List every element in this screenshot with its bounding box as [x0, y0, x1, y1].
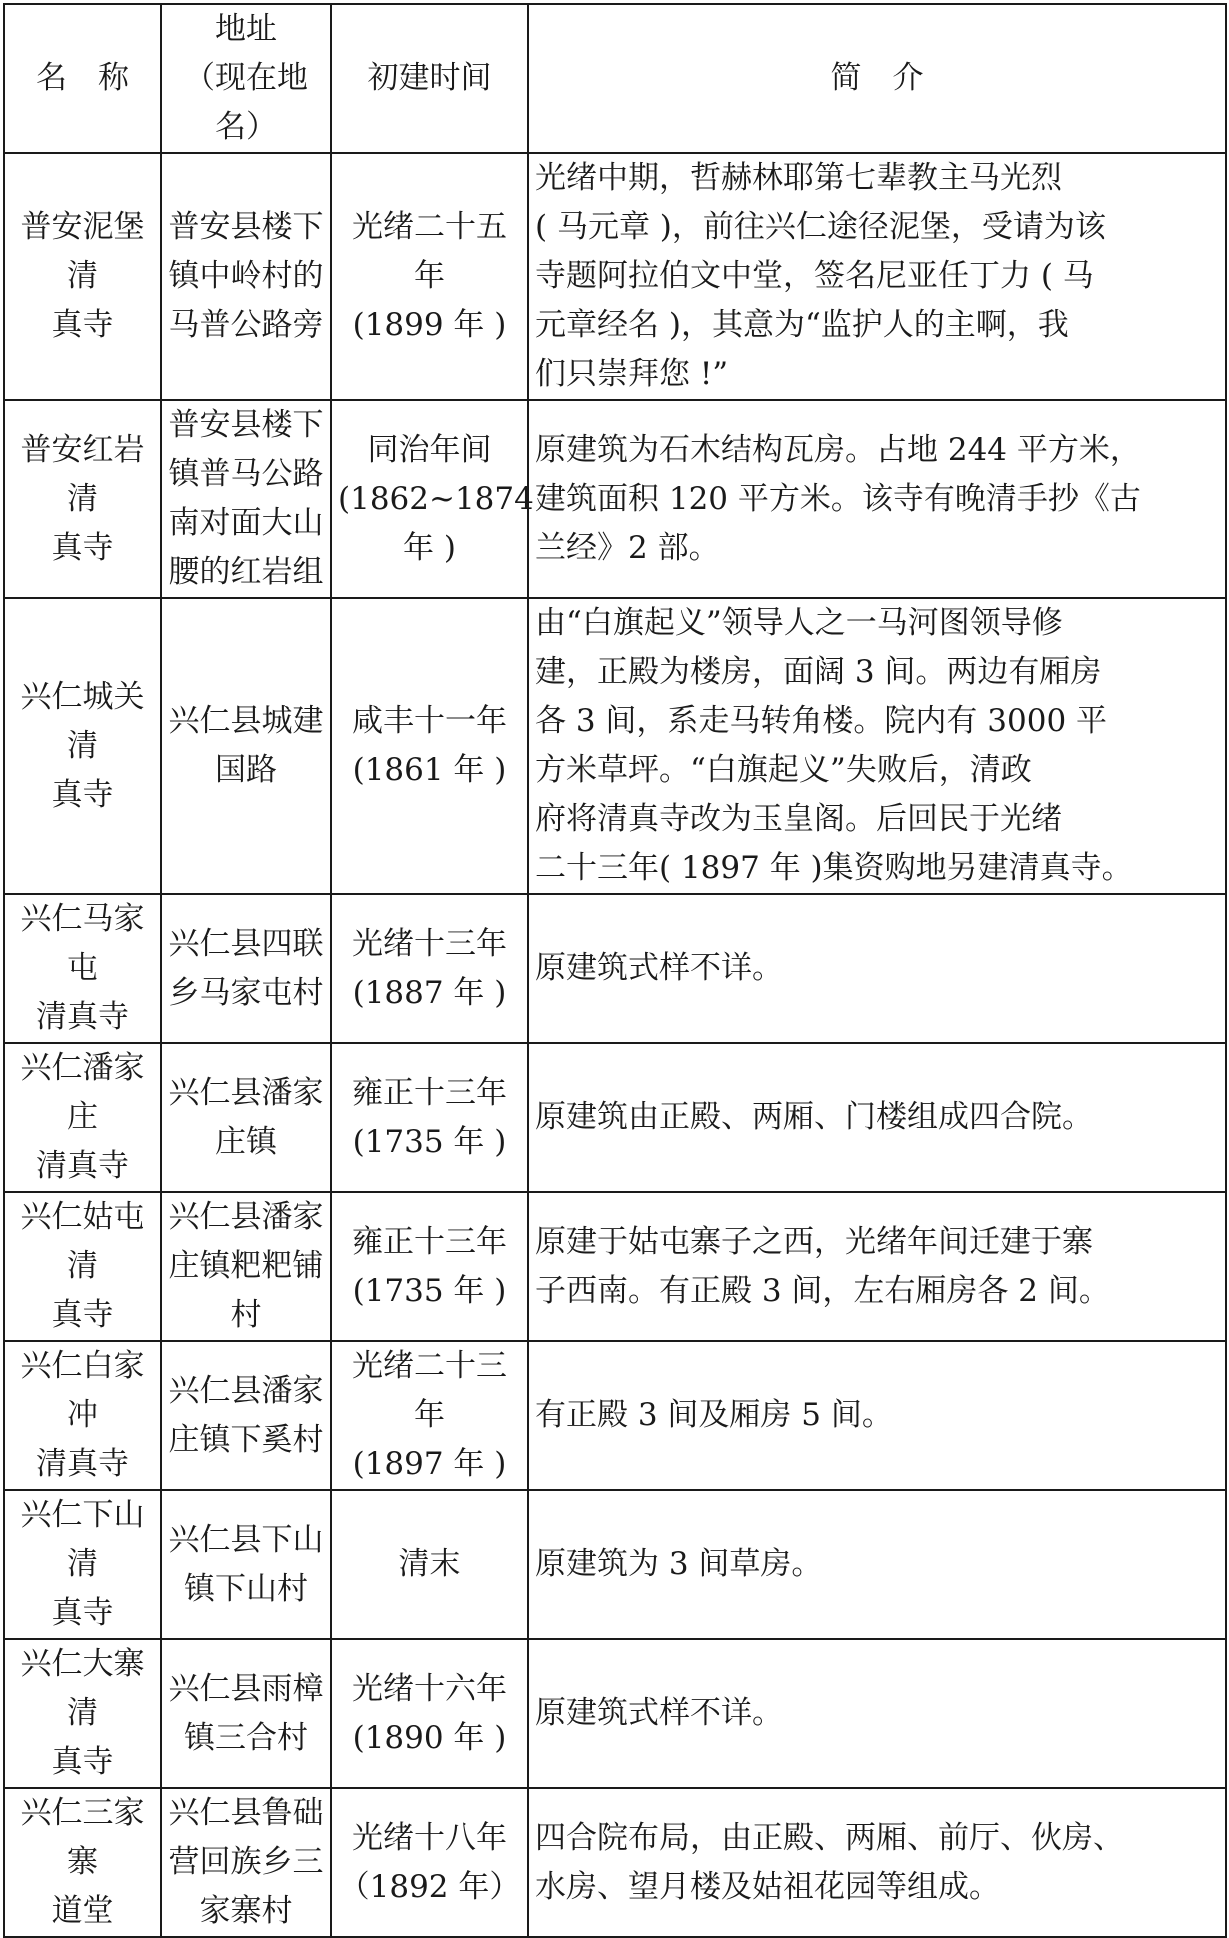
header-address [161, 4, 331, 153]
cell-address-line: 镇下山村 [184, 1570, 308, 1607]
cell-name [4, 894, 161, 1043]
mosque-table [3, 3, 1227, 1938]
cell-intro-line: 由“白旗起义”领导人之一马河图领导修 [535, 605, 1063, 641]
cell-built [331, 1043, 528, 1192]
cell-name [4, 1490, 161, 1639]
cell-address [161, 1043, 331, 1192]
cell-address-line: 镇普马公路 [168, 456, 324, 492]
cell-intro-line: 二十三年( 1897 年 )集资购地另建清真寺。 [535, 850, 1133, 886]
cell-built-line: 光绪十三年 [352, 925, 507, 962]
cell-built-line: 同治年间 [367, 431, 492, 468]
cell-built [331, 1639, 528, 1788]
cell-built-line: (1861 年 ) [352, 752, 507, 788]
cell-built-line: 光绪十八年 [352, 1819, 507, 1856]
cell-address-line: 村 [230, 1297, 262, 1333]
cell-intro-line: 水房、望月楼及姑祖花园等组成。 [535, 1868, 1000, 1905]
cell-name-line: 兴仁城关清 [20, 678, 145, 764]
cell-intro [528, 1788, 1226, 1937]
cell-built-line: (1862~1874 年 ) [338, 480, 534, 566]
cell-address-line: 兴仁县潘家 [168, 1199, 324, 1235]
table-row [4, 153, 1226, 400]
table-row [4, 1341, 1226, 1490]
cell-address-line: 庄镇 [215, 1123, 277, 1160]
cell-name [4, 153, 161, 400]
cell-name [4, 598, 161, 894]
cell-name-line: 兴仁潘家庄 [20, 1050, 145, 1135]
cell-built-line: 光绪二十三年 [352, 1348, 507, 1433]
cell-address [161, 1639, 331, 1788]
cell-name-line: 兴仁大寨清 [20, 1646, 145, 1731]
cell-address-line: 兴仁县鲁础 [168, 1795, 324, 1831]
cell-intro-line: 光绪中期，哲赫林耶第七辈教主马光烈 [535, 160, 1062, 196]
cell-intro-line: 原建筑为石木结构瓦房。占地 244 平方米， [535, 431, 1141, 468]
cell-built [331, 1341, 528, 1490]
cell-name-line: 兴仁马家屯 [20, 901, 145, 986]
cell-address-line: 南对面大山 [168, 505, 324, 541]
cell-built-line: (1735 年 ) [352, 1123, 507, 1160]
table-row [4, 1639, 1226, 1788]
cell-intro-line: 建，正殿为楼房，面阔 3 间。两边有厢房 [535, 654, 1102, 690]
cell-intro-line: 子西南。有正殿 3 间，左右厢房各 2 间。 [535, 1272, 1110, 1309]
table-row [4, 400, 1226, 598]
cell-name-line: 清真寺 [36, 1148, 129, 1184]
cell-built-line: (1899 年 ) [352, 307, 507, 343]
cell-intro-line: 有正殿 3 间及厢房 5 间。 [535, 1397, 893, 1433]
cell-intro-line: 各 3 间，系走马转角楼。院内有 3000 平 [535, 703, 1108, 739]
cell-name-line: 真寺 [51, 307, 114, 343]
cell-intro-line: 府将清真寺改为玉皇阁。后回民于光绪 [535, 801, 1062, 837]
cell-address [161, 1341, 331, 1490]
cell-intro-line: 原建筑为 3 间草房。 [535, 1546, 823, 1582]
cell-built [331, 598, 528, 894]
cell-intro [528, 1043, 1226, 1192]
cell-address-line: 兴仁县雨樟 [168, 1670, 324, 1707]
cell-built [331, 400, 534, 598]
cell-address-line: 兴仁县潘家 [168, 1372, 324, 1409]
cell-intro-line: 原建筑式样不详。 [535, 950, 783, 986]
cell-address-line: 镇中岭村的 [168, 258, 324, 294]
cell-name-line: 道堂 [51, 1893, 114, 1929]
cell-name [4, 1341, 161, 1490]
cell-intro [528, 153, 1226, 400]
table-row [4, 598, 1226, 894]
cell-address [161, 400, 331, 598]
header-address-line: 地址 [215, 11, 277, 47]
cell-name [4, 1192, 161, 1341]
cell-address [161, 598, 331, 894]
cell-address-line: 兴仁县下山 [168, 1521, 324, 1558]
cell-built [331, 1490, 528, 1639]
cell-built-line: 雍正十三年 [352, 1223, 507, 1260]
cell-built-line: (1897 年 ) [352, 1446, 507, 1482]
cell-intro-line: 原建于姑屯寨子之西，光绪年间迁建于寨 [535, 1223, 1093, 1260]
cell-intro-line: 们只崇拜您 !” [535, 356, 729, 392]
cell-built [331, 894, 528, 1043]
cell-name-line: 真寺 [51, 529, 114, 566]
cell-address-line: 庄镇下奚村 [168, 1421, 324, 1458]
cell-intro-line: 四合院布局，由正殿、两厢、前厅、伙房、 [535, 1819, 1124, 1856]
cell-intro-line: 原建筑由正殿、两厢、门楼组成四合院。 [535, 1099, 1093, 1135]
cell-built-line: (1735 年 ) [352, 1272, 507, 1309]
cell-address-line: 普安县楼下 [168, 407, 324, 443]
cell-built-line: 清末 [398, 1546, 461, 1582]
cell-built-line: （1892 年） [338, 1868, 521, 1905]
cell-built-line: 光绪二十五年 [352, 209, 507, 294]
cell-name [4, 1639, 161, 1788]
table-row [4, 1490, 1226, 1639]
cell-intro-line: 原建筑式样不详。 [535, 1695, 783, 1731]
cell-intro [528, 1490, 1226, 1639]
cell-intro-line: 兰经》2 部。 [535, 529, 720, 566]
table-row [4, 1788, 1226, 1937]
cell-name-line: 普安红岩清 [20, 431, 145, 517]
cell-intro-line: 寺题阿拉伯文中堂，签名尼亚任丁力 ( 马 [535, 258, 1094, 294]
cell-address-line: 兴仁县潘家 [168, 1074, 324, 1111]
cell-name-line: 兴仁白家冲 [20, 1348, 145, 1433]
cell-intro-line: ( 马元章 )，前往兴仁途径泥堡，受请为该 [535, 209, 1106, 245]
cell-built-line: (1890 年 ) [352, 1719, 507, 1756]
cell-address-line: 营回族乡三 [168, 1844, 324, 1880]
header-intro: 简 介 [528, 4, 1226, 153]
cell-built [331, 1192, 528, 1341]
cell-name-line: 兴仁下山清 [20, 1497, 145, 1582]
cell-address [161, 1788, 331, 1937]
cell-name-line: 真寺 [51, 1595, 114, 1631]
cell-name-line: 清真寺 [36, 1446, 129, 1482]
cell-intro-line: 方米草坪。“白旗起义”失败后，清政 [535, 752, 1032, 788]
cell-address [161, 1192, 331, 1341]
cell-intro [528, 1192, 1226, 1341]
cell-address-line: 兴仁县城建 [168, 703, 324, 739]
header-name: 名 称 [4, 4, 161, 153]
cell-address-line: 腰的红岩组 [168, 554, 324, 590]
table-row [4, 1043, 1226, 1192]
cell-address-line: 普安县楼下 [168, 209, 324, 245]
cell-intro-line: 元章经名 )，其意为“监护人的主啊，我 [535, 307, 1069, 343]
cell-built [331, 153, 528, 400]
table-row [4, 894, 1226, 1043]
cell-address-line: 国路 [215, 752, 277, 788]
table-row [4, 1192, 1226, 1341]
cell-address [161, 153, 331, 400]
cell-built-line: 咸丰十一年 [352, 703, 507, 739]
cell-name-line: 普安泥堡清 [20, 209, 145, 294]
cell-name-line: 兴仁三家寨 [20, 1795, 145, 1880]
cell-address-line: 兴仁县四联 [168, 925, 324, 962]
header-address-line: （现在地名） [184, 60, 308, 145]
cell-built-line: 雍正十三年 [352, 1074, 507, 1111]
cell-built [331, 1788, 528, 1937]
cell-address-line: 马普公路旁 [168, 307, 324, 343]
cell-intro-line: 建筑面积 120 平方米。该寺有晚清手抄《古 [535, 480, 1141, 517]
header-built: 初建时间 [331, 4, 528, 153]
cell-address [161, 894, 331, 1043]
cell-intro [528, 598, 1226, 894]
cell-built-line: 光绪十六年 [352, 1670, 507, 1707]
cell-name-line: 清真寺 [36, 999, 129, 1035]
cell-name-line: 真寺 [51, 1297, 114, 1333]
cell-name-line: 真寺 [51, 776, 114, 813]
cell-intro [528, 1639, 1226, 1788]
cell-address-line: 家寨村 [199, 1893, 293, 1929]
cell-address-line: 乡马家屯村 [168, 974, 324, 1011]
cell-name-line: 真寺 [51, 1744, 114, 1780]
cell-name [4, 1043, 161, 1192]
cell-name [4, 400, 161, 598]
cell-address [161, 1490, 331, 1639]
cell-intro [528, 894, 1226, 1043]
cell-name [4, 1788, 161, 1937]
cell-built-line: (1887 年 ) [352, 974, 507, 1011]
cell-intro [528, 1341, 1226, 1490]
cell-address-line: 镇三合村 [184, 1719, 308, 1756]
cell-name-line: 兴仁姑屯清 [20, 1199, 145, 1284]
cell-intro [528, 400, 1226, 598]
cell-address-line: 庄镇粑粑铺 [168, 1248, 324, 1284]
header-row [4, 4, 1226, 153]
